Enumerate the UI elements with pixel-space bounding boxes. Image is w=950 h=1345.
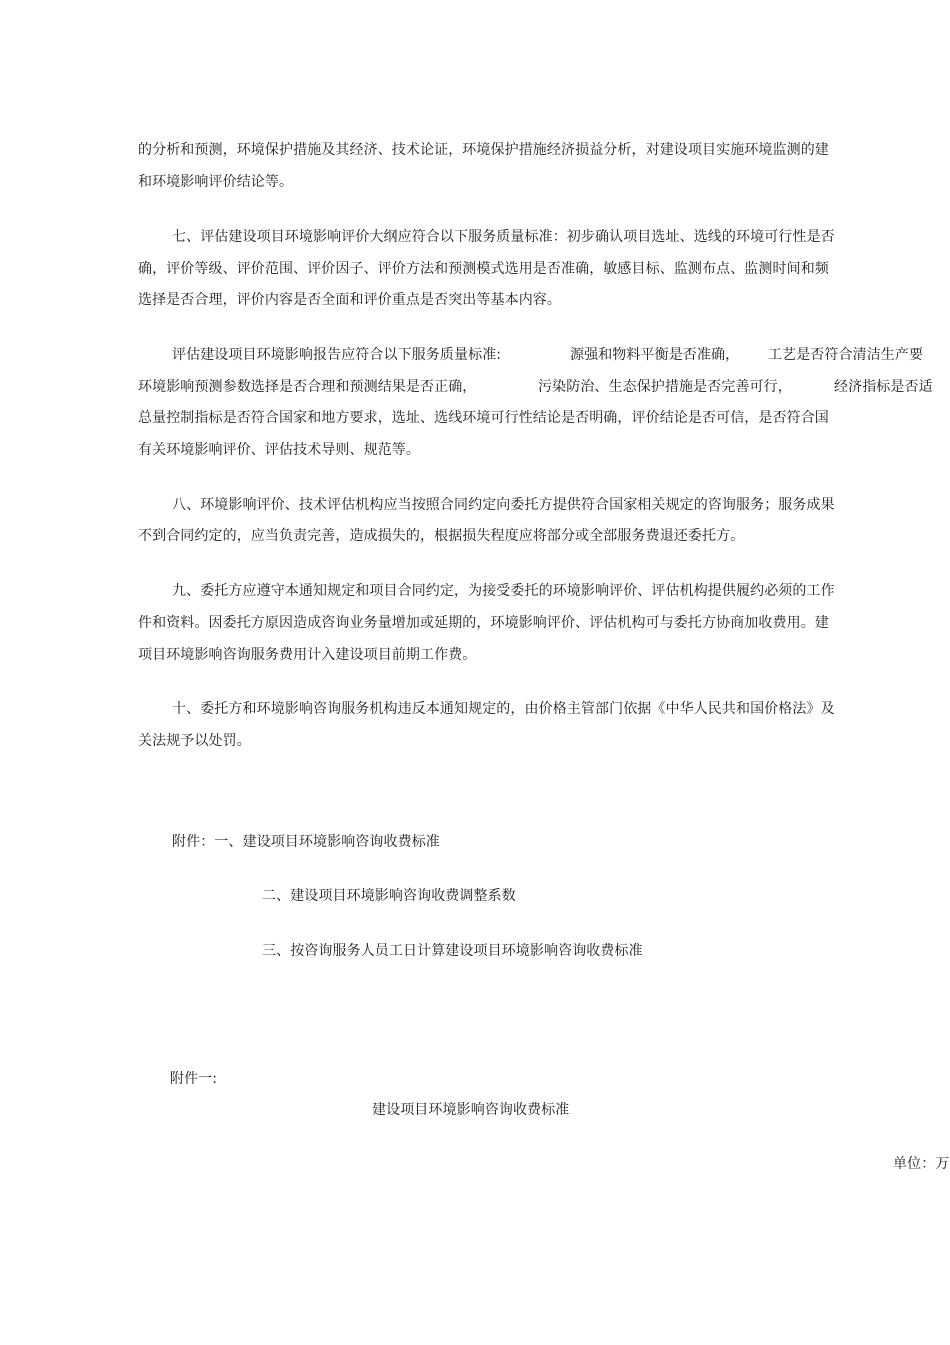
report-standard-line-2c: 经济指标是否适 bbox=[834, 379, 933, 395]
paragraph-8-line-2: 不到合同约定的，应当负责完善，造成损失的，根据损失程度应将部分或全部服务费退还委托方。 bbox=[138, 528, 745, 544]
paragraph-10-line-1: 十、委托方和环境影响咨询服务机构违反本通知规定的，由价格主管部门依据《中华人民共和国价格法》及 bbox=[172, 701, 835, 717]
report-standard-line-1a: 评估建设项目环境影响报告应符合以下服务质量标准: bbox=[172, 347, 502, 363]
report-standard-line-1b: 源强和物料平衡是否准确， bbox=[570, 347, 740, 363]
paragraph-6-line-2: 和环境影响评价结论等。 bbox=[138, 174, 294, 190]
report-standard-line-2b: 污染防治、生态保护措施是否完善可行， bbox=[538, 379, 792, 395]
paragraph-9-line-2: 件和资料。因委托方原因造成咨询业务量增加或延期的，环境影响评价、评估机构可与委托方协商加收费用。建 bbox=[138, 615, 829, 631]
paragraph-7-line-1: 七、评估建设项目环境影响评价大纲应符合以下服务质量标准：初步确认项目选址、选线的环境可行性是否 bbox=[172, 229, 835, 245]
paragraph-9-line-3: 项目环境影响咨询服务费用计入建设项目前期工作费。 bbox=[138, 647, 477, 663]
annex-1-title: 建设项目环境影响咨询收费标准 bbox=[372, 1102, 570, 1118]
annex-1-label: 附件一: bbox=[170, 1071, 218, 1087]
paragraph-7-line-3: 选择是否合理，评价内容是否全面和评价重点是否突出等基本内容。 bbox=[138, 292, 561, 308]
paragraph-9-line-1: 九、委托方应遵守本通知规定和项目合同约定，为接受委托的环境影响评价、评估机构提供履约必须的工作 bbox=[172, 583, 835, 599]
paragraph-6-line-1: 的分析和预测，环境保护措施及其经济、技术论证，环境保护措施经济损益分析，对建设项目实施环境监测的建 bbox=[138, 142, 829, 158]
paragraph-7-line-2: 确，评价等级、评价范围、评价因子、评价方法和预测模式选用是否准确，敏感目标、监测布点、监测时间和频 bbox=[138, 261, 829, 277]
paragraph-10-line-2: 关法规予以处罚。 bbox=[138, 733, 251, 749]
report-standard-line-2a: 环境影响预测参数选择是否合理和预测结果是否正确， bbox=[138, 379, 477, 395]
report-standard-line-1c: 工艺是否符合清洁生产要 bbox=[768, 347, 924, 363]
annex-1-unit: 单位：万 bbox=[893, 1156, 950, 1172]
attachment-item-3: 三、按咨询服务人员工日计算建设项目环境影响咨询收费标准 bbox=[262, 943, 643, 959]
report-standard-line-4: 有关环境影响评价、评估技术导则、规范等。 bbox=[138, 442, 420, 458]
attachment-item-2: 二、建设项目环境影响咨询收费调整系数 bbox=[262, 888, 516, 904]
report-standard-line-3: 总量控制指标是否符合国家和地方要求，选址、选线环境可行性结论是否明确，评价结论是否可信，是否符合国 bbox=[138, 410, 829, 426]
paragraph-8-line-1: 八、环境影响评价、技术评估机构应当按照合同约定向委托方提供符合国家相关规定的咨询服务；服务成果 bbox=[172, 497, 835, 513]
attachments-heading: 附件：一、建设项目环境影响咨询收费标准 bbox=[172, 834, 440, 850]
